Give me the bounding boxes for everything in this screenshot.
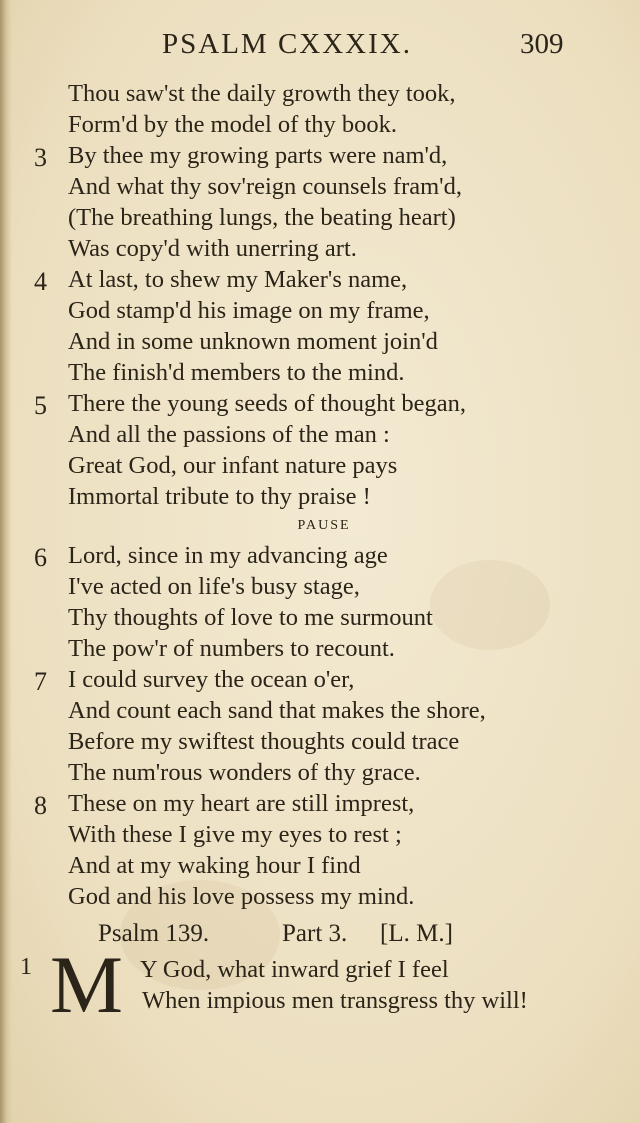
verse-line: The num'rous wonders of thy grace. (68, 759, 421, 786)
psalm-text (0, 78, 640, 1030)
drop-cap: M (50, 939, 123, 1030)
verse-line: And what thy sov'reign counsels fram'd, (68, 173, 462, 200)
verse-line: Immortal tribute to thy praise ! (68, 483, 371, 510)
verse-line: When impious men transgress thy will! (142, 987, 528, 1014)
verse-number: 5 (34, 391, 47, 420)
verse-line: God stamp'd his image on my frame, (68, 297, 430, 324)
verse-line: Was copy'd with unerring art. (68, 235, 357, 262)
verse-line: With these I give my eyes to rest ; (68, 821, 402, 848)
verse-line: 6 Lord, since in my advancing age (34, 542, 388, 572)
verse-line: 4 At last, to shew my Maker's name, (34, 266, 408, 296)
verse-line: And at my waking hour I find (68, 852, 361, 879)
verse-number: 8 (34, 791, 47, 820)
verse-line: 3 By thee my growing parts were nam'd, (34, 142, 448, 172)
next-psalm-title: Psalm 139. (98, 920, 210, 947)
verse-line: Thy thoughts of love to me surmount (68, 604, 433, 631)
verse-line: Thou saw'st the daily growth they took, (68, 80, 456, 107)
verse-line: And count each sand that makes the shore, (68, 697, 486, 724)
next-psalm-meter: [L. M.] (380, 920, 453, 947)
verse-line: 7 I could survey the ocean o'er, (34, 666, 355, 696)
verse-line: 5 There the young seeds of thought began, (34, 390, 467, 420)
running-title: PSALM CXXXIX. (162, 28, 412, 60)
page-number: 309 (520, 28, 564, 60)
verse-line: And in some unknown moment join'd (68, 328, 438, 355)
verse-line: (The breathing lungs, the beating heart) (68, 204, 456, 231)
next-psalm-part: Part 3. (282, 920, 348, 947)
verse-number: 7 (34, 667, 47, 696)
page-header (0, 28, 640, 68)
verse-number: 4 (34, 267, 47, 296)
verse-line: I've acted on life's busy stage, (68, 573, 360, 600)
verse-line: 8 These on my heart are still imprest, (34, 790, 415, 820)
verse-line: And all the passions of the man : (68, 421, 390, 448)
verse-line: Before my swiftest thoughts could trace (68, 728, 460, 755)
pause-marker: PAUSE (297, 518, 351, 533)
next-psalm-opening (0, 939, 640, 1030)
verse-number: 1 (20, 954, 32, 980)
verse-line: Great God, our infant nature pays (68, 452, 398, 479)
verse-number: 3 (34, 143, 47, 172)
verse-line: The finish'd members to the mind. (68, 359, 405, 386)
verse-line: God and his love possess my mind. (68, 883, 415, 910)
verse-number: 6 (34, 543, 47, 572)
verse-line: The pow'r of numbers to recount. (68, 635, 395, 662)
verse-line: Y God, what inward grief I feel (140, 956, 449, 983)
verse-line: Form'd by the model of thy book. (68, 111, 398, 138)
